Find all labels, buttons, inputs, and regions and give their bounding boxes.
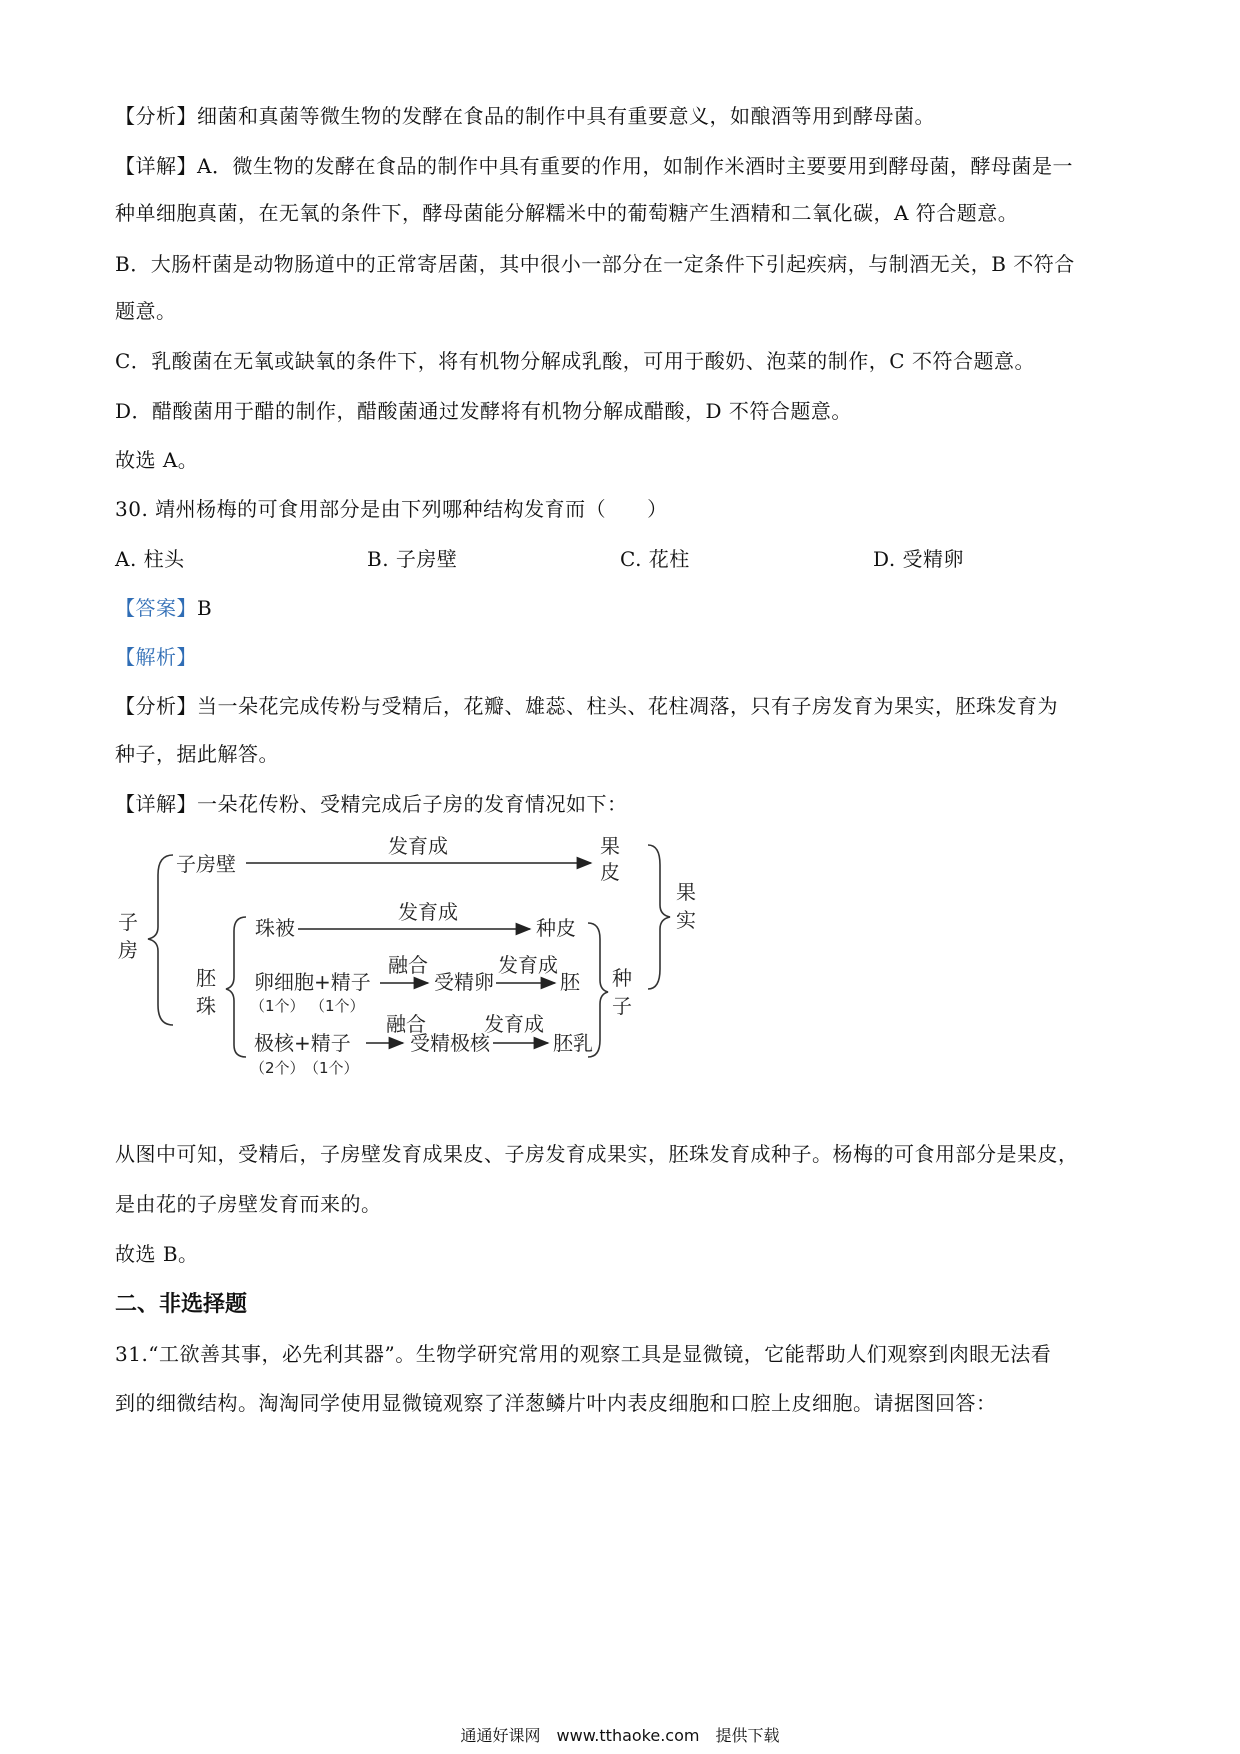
q30-answer bbox=[115, 594, 212, 622]
diagram-seed-char-1: 种 bbox=[612, 966, 632, 990]
ovary-brace bbox=[148, 855, 173, 1025]
diagram-ovule-char-2: 珠 bbox=[196, 994, 216, 1018]
section-title: 二、非选择题 bbox=[115, 1292, 248, 1317]
footer: 通通好课网 www.tthaoke.com 提供下载 bbox=[460, 1726, 780, 1745]
q29-choice: 故选 A。 bbox=[115, 448, 199, 472]
diagram-integument: 珠被 bbox=[255, 916, 295, 940]
diagram-ovary-char-2: 房 bbox=[118, 938, 138, 962]
q30-option-b: B. 子房壁 bbox=[367, 547, 458, 571]
diagram-fertilized-polar: 受精极核 bbox=[410, 1031, 490, 1055]
q30-analysis-line-2: 种子，据此解答。 bbox=[115, 742, 279, 766]
ovule-brace bbox=[226, 917, 246, 1057]
diagram-pericarp-char-1: 果 bbox=[600, 835, 620, 858]
ovary-development-diagram bbox=[118, 835, 718, 1085]
q30-conclusion-line-1: 从图中可知，受精后，子房壁发育成果皮、子房发育成果实，胚珠发育成种子。杨梅的可食用部分是果皮， bbox=[115, 1142, 1079, 1166]
diagram-seed-char-2: 子 bbox=[612, 994, 632, 1018]
q30-option-d: D. 受精卵 bbox=[873, 547, 965, 571]
q30-detail-intro: 【详解】一朵花传粉、受精完成后子房的发育情况如下： bbox=[115, 792, 628, 816]
parse-tag: 【解析】 bbox=[115, 645, 197, 669]
diagram-develops-1: 发育成 bbox=[388, 835, 448, 858]
diagram-endosperm: 胚乳 bbox=[553, 1031, 593, 1055]
diagram-fuse-2: 融合 bbox=[386, 1012, 426, 1036]
diagram-egg-sperm: 卵细胞+精子 bbox=[254, 970, 371, 994]
diagram-develops-2: 发育成 bbox=[398, 900, 458, 924]
q30-option-c: C. 花柱 bbox=[620, 547, 690, 571]
q29-detail-line-2: 种单细胞真菌，在无氧的条件下，酵母菌能分解糯米中的葡萄糖产生酒精和二氧化碳，A 符合题意。 bbox=[115, 201, 1019, 225]
q30-choice: 故选 B。 bbox=[115, 1242, 199, 1266]
diagram-ovary-wall: 子房壁 bbox=[176, 852, 236, 876]
diagram-fruit-char-1: 果 bbox=[676, 880, 696, 904]
diagram-fertilized-egg: 受精卵 bbox=[434, 970, 494, 994]
diagram-fruit-char-2: 实 bbox=[676, 908, 696, 932]
q29-analysis: 【分析】细菌和真菌等微生物的发酵在食品的制作中具有重要意义，如酿酒等用到酵母菌。 bbox=[115, 104, 935, 128]
q31-line-1: 31.“工欲善其事，必先利其器”。生物学研究常用的观察工具是显微镜，它能帮助人们观察到肉眼无法看 bbox=[115, 1342, 1052, 1366]
diagram-count-sperm-2: （1个） bbox=[304, 1059, 359, 1077]
diagram-pericarp-char-2: 皮 bbox=[600, 860, 620, 884]
diagram-polar-sperm: 极核+精子 bbox=[254, 1031, 351, 1055]
fruit-brace bbox=[648, 845, 670, 989]
diagram-seed-coat: 种皮 bbox=[536, 916, 576, 940]
answer-tag: 【答案】 bbox=[115, 596, 197, 620]
q29-option-d: D．醋酸菌用于醋的制作，醋酸菌通过发酵将有机物分解成醋酸，D 不符合题意。 bbox=[115, 399, 852, 423]
diagram-develops-3: 发育成 bbox=[498, 953, 558, 977]
answer-value: B bbox=[197, 596, 213, 620]
q29-option-b-line-1: B．大肠杆菌是动物肠道中的正常寄居菌，其中很小一部分在一定条件下引起疾病，与制酒无关，B 不符合 bbox=[115, 252, 1075, 276]
diagram-fuse-1: 融合 bbox=[388, 953, 428, 977]
q30-conclusion-line-2: 是由花的子房壁发育而来的。 bbox=[115, 1192, 382, 1216]
q30-option-a: A. 柱头 bbox=[115, 547, 185, 571]
q30-analysis-line-1: 【分析】当一朵花完成传粉与受精后，花瓣、雄蕊、柱头、花柱凋落，只有子房发育为果实，胚珠发育为 bbox=[115, 694, 1058, 718]
q30-stem: 30. 靖州杨梅的可食用部分是由下列哪种结构发育而（ ） bbox=[115, 497, 668, 521]
diagram-ovule-char-1: 胚 bbox=[196, 966, 216, 990]
diagram-count-sperm-1: （1个） bbox=[310, 997, 365, 1015]
q29-option-b-line-2: 题意。 bbox=[115, 299, 177, 323]
q31-line-2: 到的细微结构。淘淘同学使用显微镜观察了洋葱鳞片叶内表皮细胞和口腔上皮细胞。请据图回答： bbox=[115, 1391, 997, 1415]
diagram-count-egg: （1个） bbox=[250, 997, 305, 1015]
q30-options bbox=[115, 545, 1015, 573]
diagram-develops-4: 发育成 bbox=[484, 1012, 544, 1036]
q29-option-c: C．乳酸菌在无氧或缺氧的条件下，将有机物分解成乳酸，可用于酸奶、泡菜的制作，C 不符合题意。 bbox=[115, 349, 1035, 373]
diagram-embryo: 胚 bbox=[560, 970, 580, 994]
q29-detail-line-1: 【详解】A．微生物的发酵在食品的制作中具有重要的作用，如制作米酒时主要要用到酵母菌，酵母菌是一 bbox=[115, 154, 1073, 178]
diagram-ovary-char-1: 子 bbox=[118, 910, 138, 934]
diagram-count-polar: （2个） bbox=[250, 1059, 305, 1077]
